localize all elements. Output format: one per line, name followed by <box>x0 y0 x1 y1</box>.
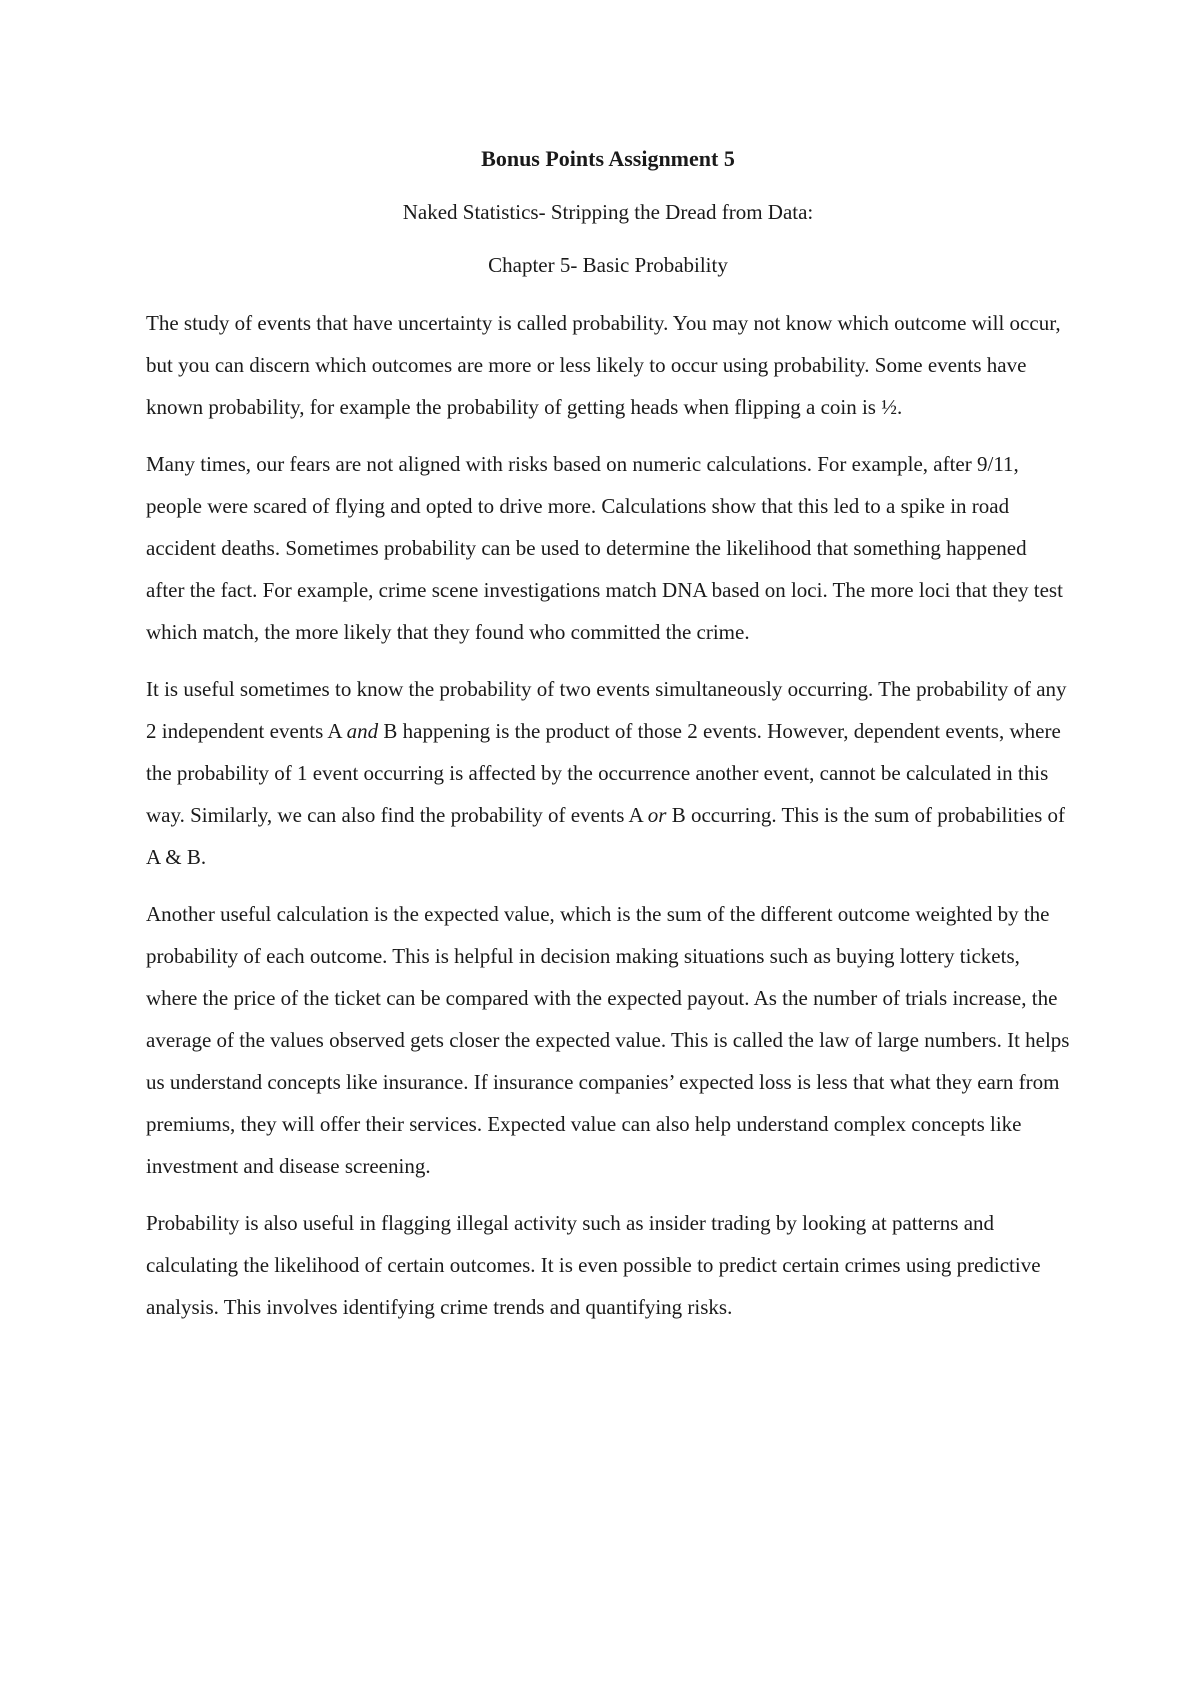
paragraph-text-segment: B occurring. This is the sum of probabilities of A & B. <box>146 803 1066 869</box>
emphasis-and: and <box>346 719 379 743</box>
book-title: Naked Statistics- Stripping the Dread from Data: <box>402 200 814 224</box>
emphasis-or: or <box>647 803 667 827</box>
paragraph-text-segment: B happening is the product of those 2 events. However, dependent events, where the probability of 1 event occurring is affected by the occurrence another event, cannot be calculated in this way. Similarly, we can also find the probability of events A <box>146 719 1061 827</box>
paragraph-joint-probability <box>146 668 1070 878</box>
paragraph-fears-and-risks: Many times, our fears are not aligned with risks based on numeric calculations. For example, after 9/11, people were scared of flying and opted to drive more. Calculations show that this led to a spike in road accident deaths. Sometimes probability can be used to determine the likelihood that something happened after the fact. For example, crime scene investigations match DNA based on loci. The more loci that they test which match, the more likely that they found who committed the crime. <box>146 452 1063 644</box>
paragraph-expected-value: Another useful calculation is the expected value, which is the sum of the different outcome weighted by the probability of each outcome. This is helpful in decision making situations such as buying lottery tickets, where the price of the ticket can be compared with the expected payout. As the number of trials increase, the average of the values observed gets closer the expected value. This is called the law of large numbers. It helps us understand concepts like insurance. If insurance companies’ expected loss is less that what they earn from premiums, they will offer their services. Expected value can also help understand complex concepts like investment and disease screening. <box>146 902 1070 1178</box>
document-title: Bonus Points Assignment 5 <box>481 146 735 171</box>
chapter-title: Chapter 5- Basic Probability <box>488 253 728 277</box>
paragraph-illegal-activity: Probability is also useful in flagging illegal activity such as insider trading by looking at patterns and calculating the likelihood of certain outcomes. It is even possible to predict certain crimes using predictive analysis. This involves identifying crime trends and quantifying risks. <box>146 1211 1041 1319</box>
paragraph-probability-intro: The study of events that have uncertainty is called probability. You may not know which outcome will occur, but you can discern which outcomes are more or less likely to occur using probability. Some events have known probability, for example the probability of getting heads when flipping a coin is ½. <box>146 311 1061 419</box>
paragraph-text-segment: It is useful sometimes to know the probability of two events simultaneously occurring. The probability of any 2 independent events A <box>146 677 1067 743</box>
